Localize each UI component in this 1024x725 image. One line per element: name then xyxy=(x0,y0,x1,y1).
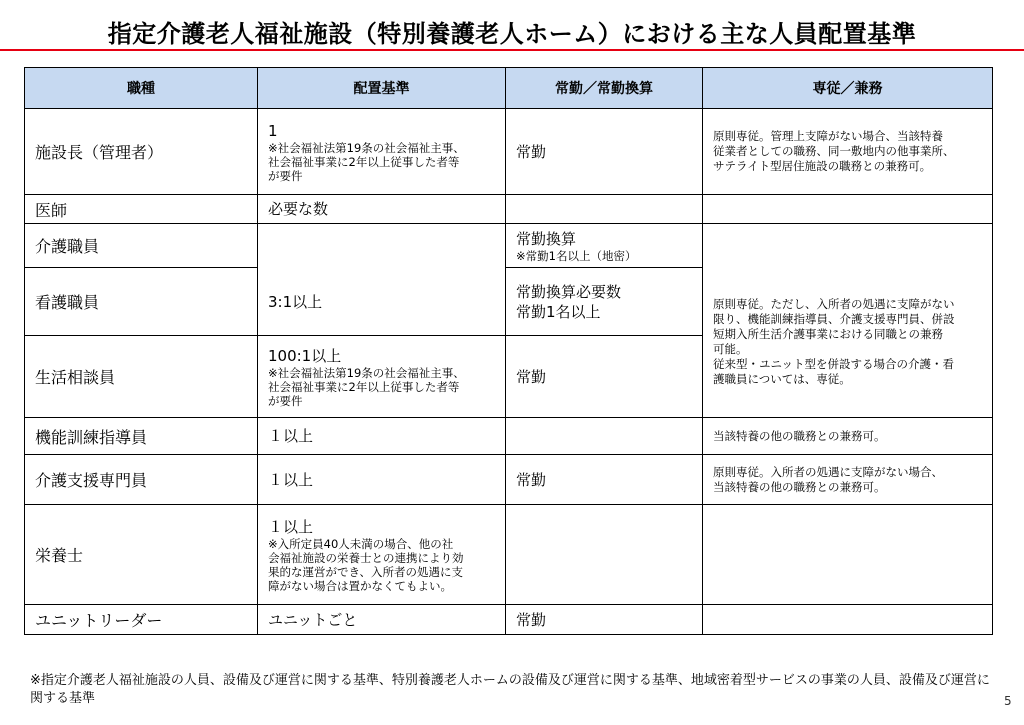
page-title: 指定介護老人福祉施設（特別養護老人ホーム）における主な人員配置基準 xyxy=(107,20,917,48)
dual-cell: 原則専従。ただし、入所者の処遇に支障がない 限り、機能訓練指導員、介護支援専門員、併設 短期入所生活介護事業における同職との兼務 可能。 従来型・ユニット型を併設する場合の介護・看 護職員については、専従。 xyxy=(703,224,993,418)
fulltime-cell xyxy=(506,224,703,268)
role-cell: 施設長（管理者） xyxy=(25,109,258,195)
standard-value: 必要な数 xyxy=(268,200,329,218)
standard-cell xyxy=(258,336,506,418)
dual-cell: 原則専従。管理上支障がない場合、当該特養 従業者としての職務、同一敷地内の他事業所、 サテライト型居住施設の職務との兼務可。 xyxy=(703,109,993,195)
table-row xyxy=(25,455,993,505)
role-cell: 介護職員 xyxy=(25,224,258,268)
fulltime-cell xyxy=(506,605,703,635)
header-dual: 専従／兼務 xyxy=(703,68,993,109)
standard-value: 3:1以上 xyxy=(268,292,323,311)
fulltime-cell xyxy=(506,109,703,195)
standard-value: １以上 xyxy=(268,470,314,489)
fulltime-value: 常勤換算 xyxy=(516,229,577,248)
header-standard: 配置基準 xyxy=(258,68,506,109)
fulltime-note: ※常勤1名以上（地密） xyxy=(516,248,637,263)
standard-note: ※入所定員40人未満の場合、他の社 会福祉施設の栄養士との連携により効 果的な運営ができ、入所者の処遇に支 障がない場合は置かなくてもよい。 xyxy=(268,536,464,593)
table-row xyxy=(25,224,993,268)
fulltime-value: 常勤 xyxy=(516,142,547,161)
dual-cell: 原則専従。入所者の処遇に支障がない場合、 当該特養の他の職務との兼務可。 xyxy=(703,455,993,505)
table-row xyxy=(25,418,993,455)
standard-note: ※社会福祉法第19条の社会福祉主事、 社会福祉事業に2年以上従事した者等 が要件 xyxy=(268,140,465,183)
footnote: ※指定介護老人福祉施設の人員、設備及び運営に関する基準、特別養護老人ホームの設備及び運営に関する基準、地域密着型サービスの事業の人員、設備及び運営に関する基準 xyxy=(30,673,990,706)
role-cell: 介護支援専門員 xyxy=(25,455,258,505)
table-row xyxy=(25,505,993,605)
standard-cell xyxy=(258,505,506,605)
role-cell: 医師 xyxy=(25,195,258,224)
fulltime-cell xyxy=(506,455,703,505)
standard-cell xyxy=(258,109,506,195)
role-cell: 栄養士 xyxy=(25,505,258,605)
standard-value: 1 xyxy=(268,121,278,140)
standard-cell xyxy=(258,605,506,635)
standard-value: １以上 xyxy=(268,517,314,536)
fulltime-value: 常勤 xyxy=(516,470,547,489)
standard-value: ユニットごと xyxy=(268,610,358,629)
standard-cell xyxy=(258,195,506,224)
standard-note: ※社会福祉法第19条の社会福祉主事、 社会福祉事業に2年以上従事した者等 が要件 xyxy=(268,365,465,408)
table-header-row xyxy=(25,68,993,109)
title-underline xyxy=(0,49,1024,51)
fulltime-value: 常勤 xyxy=(516,367,547,386)
role-cell: 看護職員 xyxy=(25,268,258,336)
dual-cell xyxy=(703,195,993,224)
role-cell: 生活相談員 xyxy=(25,336,258,418)
standard-cell xyxy=(258,418,506,455)
fulltime-cell xyxy=(506,336,703,418)
table-row xyxy=(25,109,993,195)
standard-value: 100:1以上 xyxy=(268,346,342,365)
fulltime-cell xyxy=(506,418,703,455)
table-row xyxy=(25,605,993,635)
dual-cell xyxy=(703,505,993,605)
dual-cell xyxy=(703,605,993,635)
fulltime-value: 常勤 xyxy=(516,610,547,629)
fulltime-cell xyxy=(506,195,703,224)
page-number: 5 xyxy=(1004,694,1012,708)
fulltime-cell xyxy=(506,505,703,605)
table-row xyxy=(25,195,993,224)
staffing-table xyxy=(24,67,993,635)
dual-cell: 当該特養の他の職務との兼務可。 xyxy=(703,418,993,455)
standard-value: １以上 xyxy=(268,427,314,445)
fulltime-cell xyxy=(506,268,703,336)
role-cell: ユニットリーダー xyxy=(25,605,258,635)
fulltime-value: 常勤換算必要数 常勤1名以上 xyxy=(516,282,622,321)
standard-cell xyxy=(258,224,506,336)
header-fulltime: 常勤／常勤換算 xyxy=(506,68,703,109)
role-cell: 機能訓練指導員 xyxy=(25,418,258,455)
standard-cell xyxy=(258,455,506,505)
header-role: 職種 xyxy=(25,68,258,109)
